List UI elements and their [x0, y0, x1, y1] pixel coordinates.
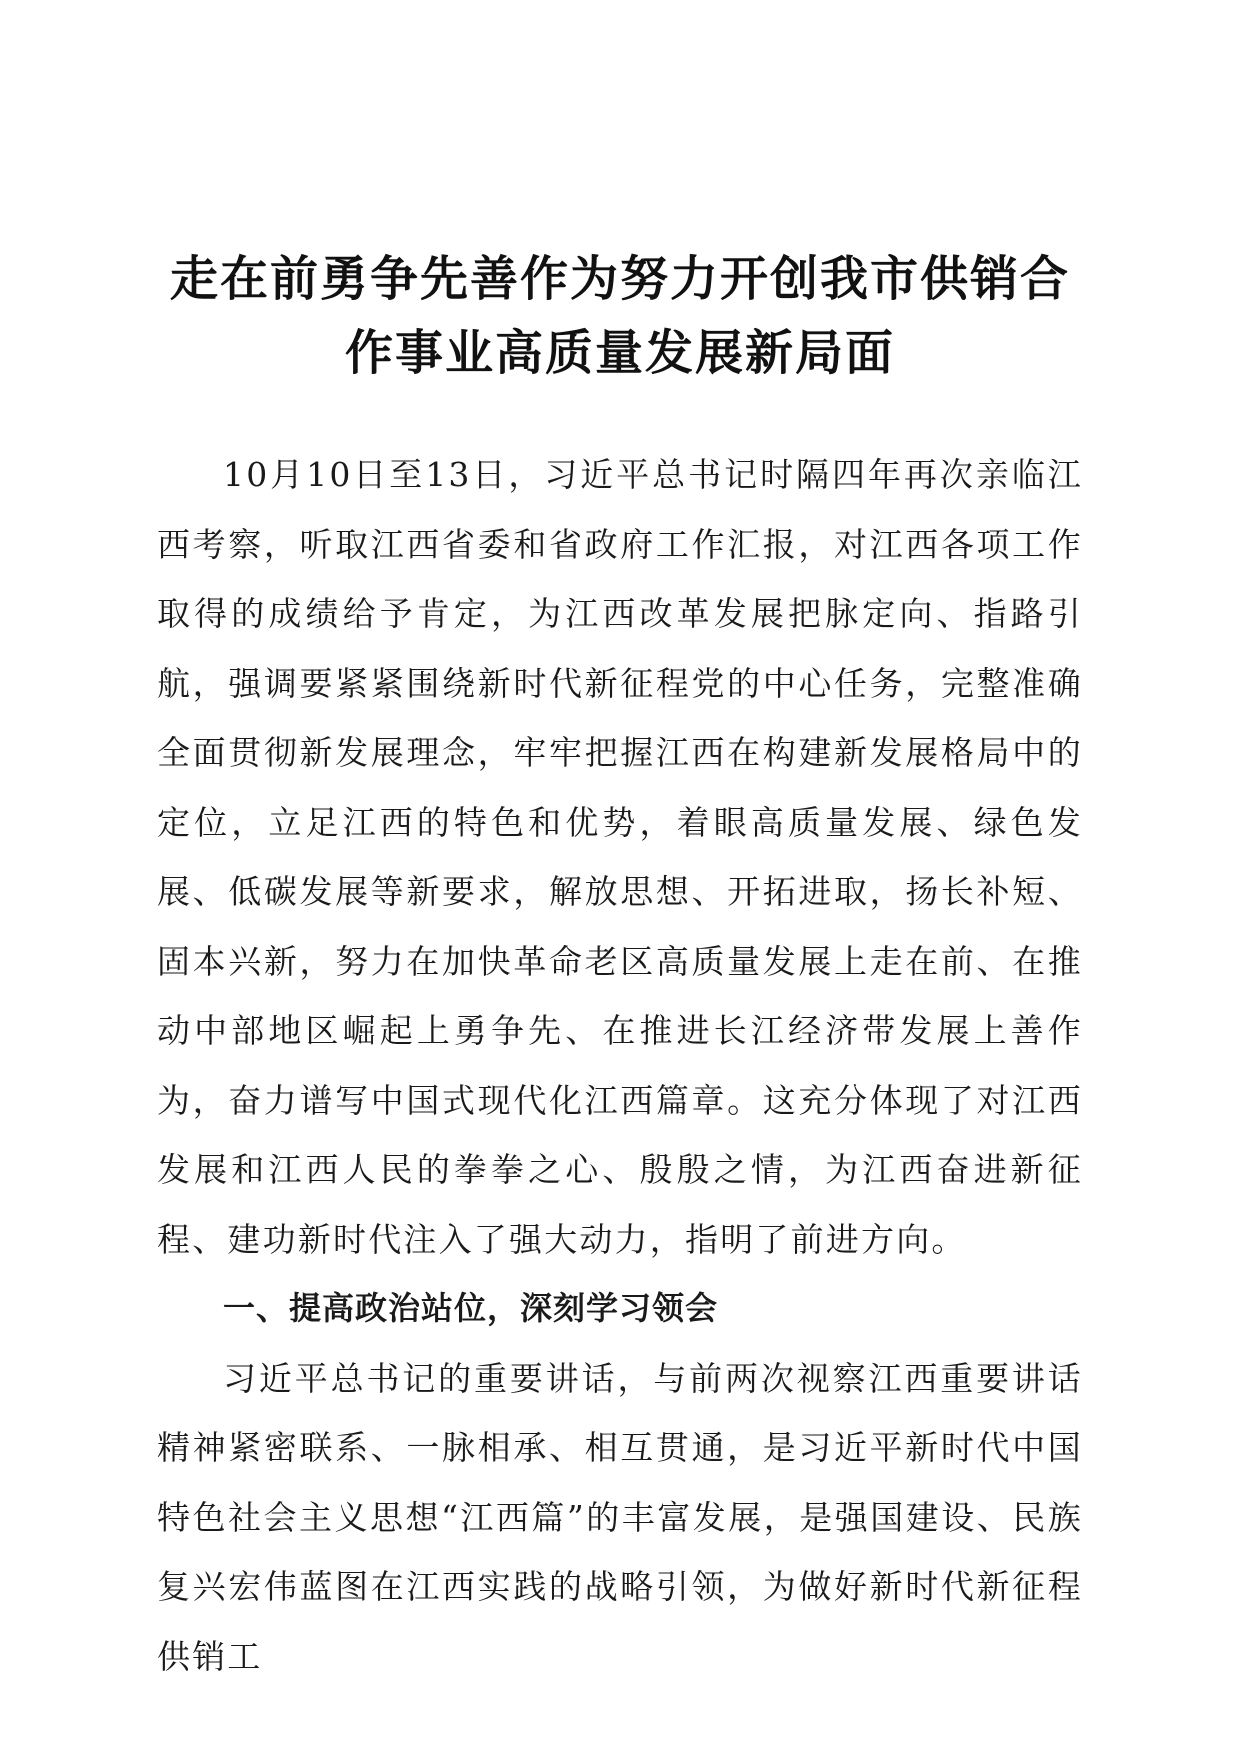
document-title: 走在前勇争先善作为努力开创我市供销合作事业高质量发展新局面 — [169, 251, 1070, 381]
document-body — [157, 440, 1083, 1691]
intro-paragraph: 10月10日至13日，习近平总书记时隔四年再次亲临江西考察，听取江西省委和省政府工作汇报，对江西各项工作取得的成绩给予肯定，为江西改革发展把脉定向、指路引航，强调要紧紧围绕新时代新征程党的中心任务，完整准确全面贯彻新发展理念，牢牢把握江西在构建新发展格局中的定位，立足江西的特色和优势，着眼高质量发展、绿色发展、低碳发展等新要求，解放思想、开拓进取，扬长补短、固本兴新，努力在加快革命老区高质量发展上走在前、在推动中部地区崛起上勇争先、在推进长江经济带发展上善作为，奋力谱写中国式现代化江西篇章。这充分体现了对江西发展和江西人民的拳拳之心、殷殷之情，为江西奋进新征程、建功新时代注入了强大动力，指明了前进方向。 — [157, 455, 1083, 1259]
section-heading: 一、提高政治站位，深刻学习领会 — [223, 1289, 719, 1327]
section-paragraph: 习近平总书记的重要讲话，与前两次视察江西重要讲话精神紧密联系、一脉相承、相互贯通，是习近平新时代中国特色社会主义思想“江西篇”的丰富发展，是强国建设、民族复兴宏伟蓝图在江西实践的战略引领，为做好新时代新征程供销工 — [157, 1358, 1083, 1676]
